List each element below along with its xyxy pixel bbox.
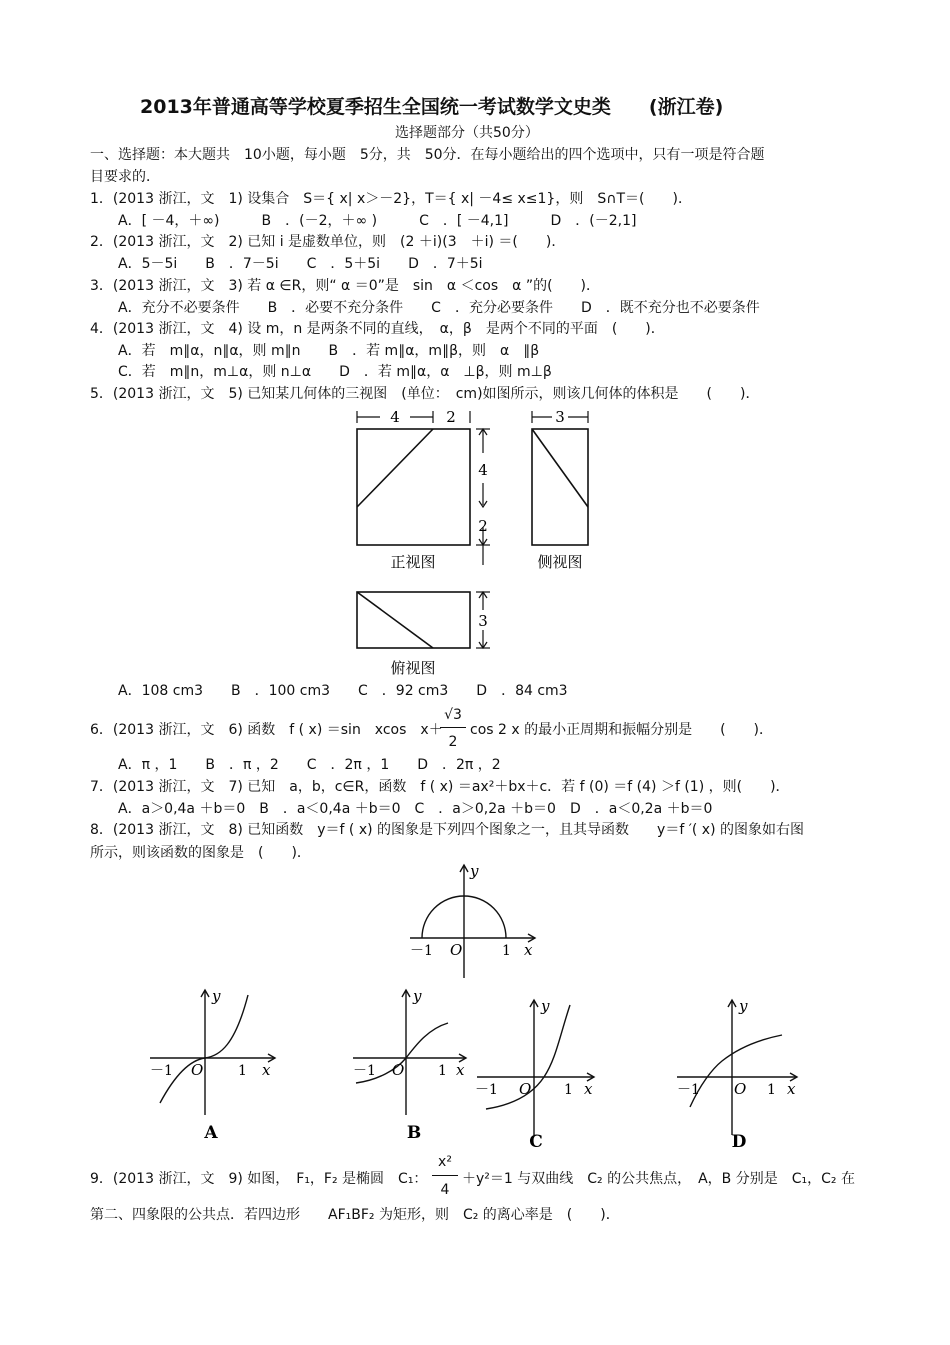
graph-b-x-label: x xyxy=(456,1061,465,1079)
tick-neg1: －1 xyxy=(410,943,433,959)
q2-stem: 2．(2013 浙江，文 2) 已知 i 是虚数单位，则 (2 ＋i)(3 ＋i) ＝( )． xyxy=(90,234,566,250)
q8-graph-c xyxy=(472,995,607,1155)
front-view-caption: 正视图 xyxy=(390,553,436,571)
q3-stem: 3．(2013 浙江，文 3) 若 α ∈R，则“ α ＝0”是 sin α ＜cos α ”的( )． xyxy=(90,278,601,294)
graph-a-tick-1: 1 xyxy=(238,1063,247,1079)
q9-fraction-denominator: 4 xyxy=(440,1182,450,1198)
graph-a-x-label: x xyxy=(262,1061,271,1079)
q8-graph-d xyxy=(672,995,807,1155)
front-dim-2-label: 2 xyxy=(446,408,456,426)
q4-options-ab: A．若 m∥α，n∥α，则 m∥n B ．若 m∥α，m∥β，则 α ∥β xyxy=(118,343,540,359)
graph-a-y-label: y xyxy=(212,987,221,1005)
front-view xyxy=(357,429,470,545)
side-view-caption: 侧视图 xyxy=(537,553,583,571)
graph-c-x-label: x xyxy=(584,1080,593,1098)
q4-stem: 4．(2013 浙江，文 4) 设 m，n 是两条不同的直线， α，β 是两个不同的平面 ( )． xyxy=(90,321,665,337)
q8-graph-a xyxy=(145,985,290,1145)
q8-stem-line-1: 8．(2013 浙江，文 8) 已知函数 y＝f ( x) 的图象是下列四个图象之一，且其导函数 y＝f ′( x) 的图象如右图 xyxy=(90,822,804,838)
graph-a-origin: O xyxy=(191,1061,204,1079)
graph-c-origin: O xyxy=(519,1080,532,1098)
graph-a-tick-neg1: －1 xyxy=(150,1063,173,1079)
top-view-caption: 俯视图 xyxy=(390,659,436,677)
origin-label: O xyxy=(450,941,463,959)
section-heading: 选择题部分（共50分） xyxy=(395,125,539,141)
graph-d-x-label: x xyxy=(787,1080,796,1098)
q6-fraction-denominator: 2 xyxy=(448,734,458,750)
page-title: 2013年普通高等学校夏季招生全国统一考试数学文史类 (浙江卷) xyxy=(140,96,724,118)
q4-options-cd: C．若 m∥n，m⊥α，则 n⊥α D ．若 m∥α，α ⊥β，则 m⊥β xyxy=(118,364,552,380)
top-view xyxy=(357,592,470,648)
q2-options: A．5－5i B ．7－5i C ．5＋5i D ．7＋5i xyxy=(118,256,483,272)
tick-1: 1 xyxy=(502,943,511,959)
graph-b-caption: B xyxy=(406,1123,422,1143)
q9-fraction-numerator: x² xyxy=(438,1154,452,1170)
q6-stem-part2: cos 2 x 的最小正周期和振幅分别是 ( )． xyxy=(470,722,774,738)
q6-stem-part1: 6．(2013 浙江，文 6) 函数 f ( x) ＝sin xcos x＋ xyxy=(90,722,443,738)
front-dim-2-vertical-label: 2 xyxy=(478,517,488,535)
graph-d-tick-neg1: －1 xyxy=(677,1082,700,1098)
side-dim-3-label: 3 xyxy=(555,408,565,426)
x-axis-label: x xyxy=(524,941,533,959)
q8-stem-line-2: 所示，则该函数的图象是 ( )． xyxy=(90,845,311,861)
q8-derivative-graph xyxy=(400,860,550,980)
q1-options: A．[ －4，＋∞) B ．(－2，＋∞ ) C ．[ －4,1] D ．(－2,1] xyxy=(118,213,637,229)
q6-fraction-numerator: √3 xyxy=(444,707,462,723)
q5-three-view-figure xyxy=(340,405,610,680)
graph-d-caption: D xyxy=(731,1132,747,1152)
graph-b-tick-neg1: －1 xyxy=(353,1063,376,1079)
q3-options: A．充分不必要条件 B ．必要不充分条件 C ．充分必要条件 D ．既不充分也不必要条件 xyxy=(118,300,760,316)
q7-options: A．a＞0,4a ＋b＝0 B ．a＜0,4a ＋b＝0 C ．a＞0,2a ＋b＝0 D ．a＜0,2a ＋b＝0 xyxy=(118,801,713,817)
intro-line-1: 一、选择题：本大题共 10小题，每小题 5分，共 50分．在每小题给出的四个选项中，只有一项是符合题 xyxy=(90,147,765,163)
q9-stem-line-2: 第二、四象限的公共点．若四边形 AF₁BF₂ 为矩形，则 C₂ 的离心率是 ( )． xyxy=(90,1207,620,1223)
front-dimension-right xyxy=(476,429,490,565)
top-dim-3-label: 3 xyxy=(478,612,488,630)
graph-b-y-label: y xyxy=(413,987,422,1005)
q8-graph-b xyxy=(348,985,478,1145)
graph-d-tick-1: 1 xyxy=(767,1082,776,1098)
graph-b-origin: O xyxy=(392,1061,405,1079)
graph-b-tick-1: 1 xyxy=(438,1063,447,1079)
intro-line-2: 目要求的． xyxy=(90,169,160,185)
q9-stem-part2: ＋y²＝1 与双曲线 C₂ 的公共焦点， A，B 分别是 C₁，C₂ 在 xyxy=(462,1171,855,1187)
q6-options: A．π ，1 B ．π ，2 C ．2π ，1 D ．2π ，2 xyxy=(118,757,501,773)
graph-d-origin: O xyxy=(734,1080,747,1098)
graph-c-caption: C xyxy=(529,1132,543,1152)
graph-c-tick-neg1: －1 xyxy=(475,1082,498,1098)
graph-c-y-label: y xyxy=(541,997,550,1015)
front-dim-4-vertical-label: 4 xyxy=(478,461,488,479)
q9-fraction-bar xyxy=(432,1175,458,1176)
q1-stem: 1．(2013 浙江，文 1) 设集合 S＝{ x| x＞－2}，T＝{ x| －4≤ x≤1}，则 S∩T＝( )． xyxy=(90,191,692,207)
q5-options: A．108 cm3 B ．100 cm3 C ．92 cm3 D ．84 cm3 xyxy=(118,683,568,699)
graph-c-tick-1: 1 xyxy=(564,1082,573,1098)
side-view xyxy=(532,429,588,545)
graph-a-caption: A xyxy=(204,1123,218,1143)
q5-stem: 5．(2013 浙江，文 5) 已知某几何体的三视图 (单位： cm)如图所示，则该几何体的体积是 ( )． xyxy=(90,386,760,402)
q7-stem: 7．(2013 浙江，文 7) 已知 a，b，c∈R，函数 f ( x) ＝ax²＋bx＋c．若 f (0) ＝f (4) ＞f (1) ，则( )． xyxy=(90,779,790,795)
front-dim-4-label: 4 xyxy=(390,408,400,426)
graph-d-y-label: y xyxy=(739,997,748,1015)
q6-fraction-bar xyxy=(440,727,466,728)
q9-stem-part1: 9．(2013 浙江，文 9) 如图， F₁，F₂ 是椭圆 C₁： xyxy=(90,1171,428,1187)
y-axis-label: y xyxy=(470,862,479,880)
